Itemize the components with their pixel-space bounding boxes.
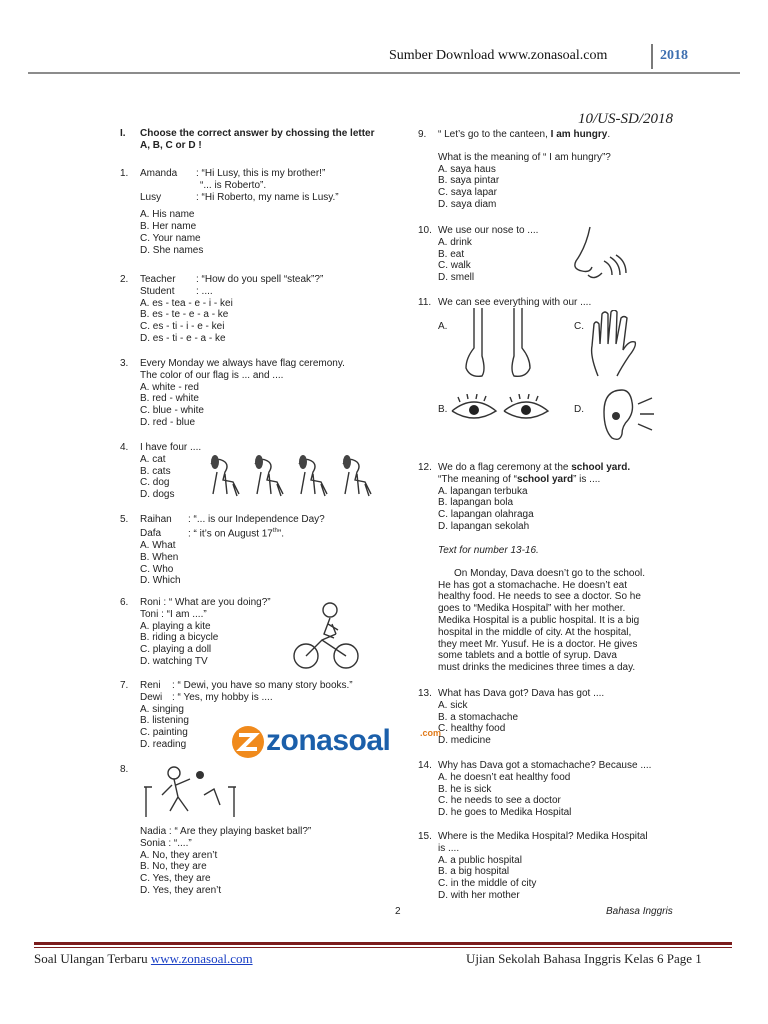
option: A. white - red (140, 381, 199, 393)
question-7: 7. Reni : “ Dewi, you have so many story books.” Dewi : “ Yes, my hobby is .... A. singing B. listening C. painting D. reading (120, 680, 480, 751)
q11-label-b: B. (438, 404, 448, 415)
option: C. lapangan olahraga (438, 509, 534, 521)
basketball-illustration (142, 765, 238, 821)
q11-label-d: D. (574, 404, 584, 415)
question-10: 10. We use our nose to .... A. drink B. eat C. walk D. smell (418, 225, 768, 284)
option: D. reading (140, 738, 187, 750)
option: A. drink (438, 236, 472, 248)
subject-label: Bahasa Inggris (606, 906, 673, 917)
option: B. No, they are (140, 861, 207, 873)
option: C. Your name (140, 232, 201, 244)
option: B. red - white (140, 393, 199, 405)
passage-title: Text for number 13-16. (438, 545, 539, 556)
feet-illustration (452, 308, 542, 380)
option: B. riding a bicycle (140, 632, 219, 644)
q11-label-a: A. (438, 321, 448, 332)
option: D. watching TV (140, 655, 208, 667)
option: D. with her mother (438, 889, 520, 901)
question-3: 3. Every Monday we always have flag ceremony. The color of our flag is ... and .... A. white - red B. red - white C. blue - white D. red - blue (120, 358, 480, 429)
option: A. sick (438, 699, 468, 711)
passage-line: On Monday, Dava doesn’t go to the school. (454, 567, 646, 579)
option: A. a public hospital (438, 854, 522, 866)
zonasoal-logo-icon (230, 722, 266, 762)
option: C. healthy food (438, 723, 506, 735)
option: C. blue - white (140, 405, 204, 417)
option: C. playing a doll (140, 644, 212, 656)
passage-line: Medika Hospital is a public hospital. It is a big (438, 614, 640, 626)
option: A. No, they aren’t (140, 849, 218, 861)
option: B. es - te - e - a - ke (140, 309, 229, 321)
footer-rule-thin (34, 947, 732, 948)
passage (418, 545, 768, 674)
footer-left: Soal Ulangan Terbaru www.zonasoal.com (34, 951, 253, 966)
option: A. lapangan terbuka (438, 485, 528, 497)
option: B. Her name (140, 221, 197, 233)
footer-rule (34, 942, 732, 945)
option: A. His name (140, 209, 195, 221)
passage-line: they meet Mr. Yusuf. He is a doctor. He gives (438, 638, 638, 650)
option: C. es - ti - i - e - kei (140, 321, 225, 333)
hand-illustration (588, 310, 644, 378)
question-6: 6. Roni : “ What are you doing?” Toni : “I am ....” A. playing a kite B. riding a bicycle C. playing a doll D. watching TV (120, 597, 480, 668)
section-instruction: I. Choose the correct answer by chossing the letter A, B, C or D ! (120, 128, 375, 151)
question-14: 14. Why has Dava got a stomachache? Because .... A. he doesn’t eat healthy food B. he is sick C. he needs to see a doctor D. he goes to Medika Hospital (418, 760, 768, 819)
option: C. Who (140, 563, 174, 575)
footer-link[interactable]: www.zonasoal.com (150, 951, 253, 966)
question-5: 5. Raihan : “... is our Independence Day? Dafa : “ it’s on August 17th”. A. What B. When C. Who D. Which (120, 514, 480, 587)
passage-line: goes to “Medika Hospital” with her mother. (438, 603, 626, 615)
passage-line: He has got a stomachache. He doesn’t eat (438, 579, 628, 591)
option: B. listening (140, 715, 189, 727)
question-8-text: Nadia : “ Are they playing basket ball?” Sonia : “....” A. No, they aren’t B. No, they are C. Yes, they are D. Yes, they aren’t (120, 826, 480, 897)
header-divider (651, 44, 653, 69)
header-year: 2018 (660, 48, 688, 63)
watermark-text: zonasoal (266, 724, 391, 757)
option: D. lapangan sekolah (438, 520, 530, 532)
option: B. saya pintar (438, 175, 500, 187)
option: C. painting (140, 727, 188, 739)
option: C. Yes, they are (140, 873, 211, 885)
option: B. a stomachache (438, 711, 519, 723)
question-1: 1. Amanda : “Hi Lusy, this is my brother!” “... is Roberto”. Lusy : “Hi Roberto, my name is Lusy.” A. His name B. Her name C. Your name D. She names (120, 168, 480, 257)
option: B. When (140, 551, 179, 563)
nose-illustration (570, 225, 630, 283)
ear-illustration (598, 384, 656, 444)
option: C. saya lapar (438, 187, 497, 199)
option: C. he needs to see a doctor (438, 795, 561, 807)
eyes-illustration (450, 394, 550, 428)
question-12: 12. We do a flag ceremony at the school yard. “The meaning of “school yard” is .... A. lapangan terbuka B. lapangan bola C. lapangan olahraga D. lapangan sekolah (418, 462, 768, 533)
page-number: 2 (395, 906, 401, 917)
option: B. he is sick (438, 783, 492, 795)
option: B. lapangan bola (438, 497, 514, 509)
question-13: 13. What has Dava got? Dava has got .... A. sick B. a stomachache C. healthy food D. medicine (418, 688, 768, 747)
option: D. medicine (438, 735, 491, 747)
passage-line: must drinks the medicines three times a day. (438, 662, 636, 674)
option: D. Yes, they aren’t (140, 884, 222, 896)
option: B. cats (140, 465, 171, 477)
option: D. he goes to Medika Hospital (438, 807, 572, 819)
dog-icon (343, 455, 371, 496)
question-11: 11. We can see everything with our .... (418, 297, 592, 308)
option: B. eat (438, 248, 465, 260)
option: A. cat (140, 453, 166, 465)
dog-icon (211, 455, 239, 496)
option: D. es - ti - e - a - ke (140, 332, 226, 344)
passage-line: healthy food. He needs to see a doctor. So he (438, 591, 641, 603)
question-2: 2. Teacher : “How do you spell “steak”?” Student : .... A. es - tea - e - i - kei B. es - te - e - a - ke C. es - ti - i - e - kei D. es - ti - e - a - ke (120, 274, 480, 345)
q11-label-c: C. (574, 321, 584, 332)
header-source: Sumber Download www.zonasoal.com (389, 48, 608, 63)
question-9: 9. “ Let’s go to the canteen, I am hungry. What is the meaning of “ I am hungry”? A. saya haus B. saya pintar C. saya lapar D. saya diam (418, 129, 768, 211)
footer-right: Ujian Sekolah Bahasa Inggris Kelas 6 Page 1 (466, 951, 702, 966)
option: C. in the middle of city (438, 878, 537, 890)
bicycle-illustration (292, 600, 362, 672)
question-15: 15. Where is the Medika Hospital? Medika Hospital is .... A. a public hospital B. a big hospital C. in the middle of city D. with her mother (418, 831, 768, 902)
option: A. singing (140, 703, 184, 715)
dogs-illustration (203, 450, 379, 500)
option: D. Which (140, 575, 181, 587)
option: D. red - blue (140, 416, 196, 428)
header-rule (28, 72, 740, 74)
option: A. playing a kite (140, 620, 211, 632)
option: B. a big hospital (438, 866, 510, 878)
passage-line: hospital in the middle of city. At the hospital, (438, 626, 632, 638)
watermark-com: .com (420, 728, 442, 738)
option: A. es - tea - e - i - kei (140, 297, 233, 309)
option: A. he doesn’t eat healthy food (438, 771, 571, 783)
doc-code: 10/US-SD/2018 (578, 111, 673, 127)
passage-line: some tablets and a bottle of syrup. Dava (438, 650, 617, 662)
option: D. She names (140, 244, 204, 256)
option: C. dog (140, 477, 170, 489)
dog-icon (299, 455, 327, 496)
option: D. saya diam (438, 198, 497, 210)
option: A. saya haus (438, 163, 496, 175)
option: D. dogs (140, 489, 175, 501)
question-4: 4. I have four .... A. cat B. cats C. dog D. dogs (120, 442, 480, 501)
option: A. What (140, 539, 176, 551)
dog-icon (255, 455, 283, 496)
option: C. walk (438, 260, 471, 272)
option: D. smell (438, 272, 475, 284)
